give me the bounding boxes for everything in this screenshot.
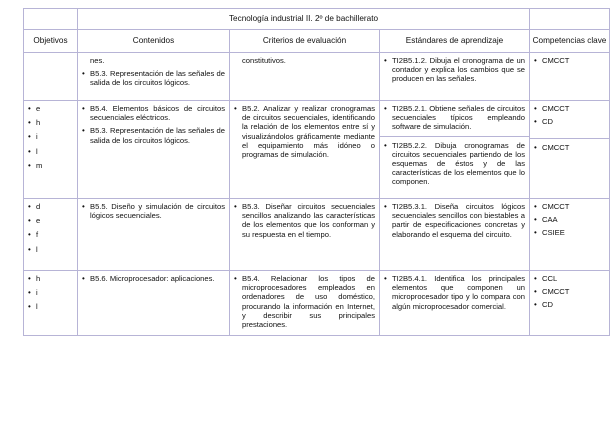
list-item xyxy=(534,215,605,224)
item-text: CMCCT xyxy=(542,56,570,65)
item-text: CCL xyxy=(542,274,558,283)
competencias-cell xyxy=(530,53,610,101)
criterios-cell xyxy=(230,271,380,336)
table-row xyxy=(24,271,610,336)
objetivos-cell xyxy=(24,199,78,271)
item-text: TI2B5.1.2. Dibuja el cronograma de un contador y explica los cambios que se producen en las señales. xyxy=(392,56,525,84)
table-row xyxy=(24,199,610,271)
list-item xyxy=(28,202,75,211)
item-text: CD xyxy=(542,117,553,127)
divider xyxy=(380,136,529,137)
item-text: CD xyxy=(542,300,553,310)
column-header: Objetivos xyxy=(24,30,78,53)
bullet-icon: • xyxy=(28,216,31,226)
contenidos-cell xyxy=(78,53,230,101)
list-item xyxy=(28,245,75,254)
competencias-cell xyxy=(530,101,610,199)
bullet-icon: • xyxy=(82,274,85,283)
bullet-icon: • xyxy=(82,69,85,79)
curriculum-table xyxy=(23,8,610,336)
table-row xyxy=(24,101,610,199)
list-item xyxy=(234,202,375,239)
table-body xyxy=(24,53,610,336)
bullet-icon: • xyxy=(534,117,537,127)
list-item xyxy=(384,274,525,311)
objetivos-cell xyxy=(24,53,78,101)
bullet-icon: • xyxy=(28,160,31,170)
bullet-icon: • xyxy=(28,146,31,156)
bullet-icon: • xyxy=(384,140,387,150)
list-item xyxy=(384,56,525,84)
column-header: Competencias clave xyxy=(530,30,610,53)
item-text: CMCCT xyxy=(542,287,570,297)
bullet-icon: • xyxy=(234,104,237,113)
item-text: B5.3. Representación de las señales de salida de los circuitos lógicos. xyxy=(90,69,225,88)
item-text: CAA xyxy=(542,215,558,225)
bullet-icon: • xyxy=(534,215,537,225)
item-text: B5.2. Analizar y realizar cronogramas de circuitos secuenciales, identificando la relación de los elementos entre sí y visualizándolos gráficamente mediante el equipamiento más idóneo o programas de simulación. xyxy=(242,104,375,160)
criterios-cell xyxy=(230,199,380,271)
item-text: l xyxy=(36,244,38,254)
bullet-icon: • xyxy=(534,56,537,65)
list-item xyxy=(28,230,75,239)
bullet-icon: • xyxy=(28,274,31,283)
bullet-icon: • xyxy=(82,202,85,211)
list-item xyxy=(28,147,75,156)
competencias-cell xyxy=(530,271,610,336)
item-text: e xyxy=(36,104,41,113)
item-text: B5.6. Microprocesador: aplicaciones. xyxy=(90,274,215,283)
criterios-cell xyxy=(230,101,380,199)
competencias-cell xyxy=(530,199,610,271)
bullet-spacer xyxy=(234,56,242,65)
list-item xyxy=(28,104,75,113)
contenidos-cell xyxy=(78,271,230,336)
list-item xyxy=(534,287,605,296)
bullet-icon: • xyxy=(28,202,31,211)
item-text: TI2B5.4.1. Identifica los principales elementos que componen un microprocesador tipo y lo compara con algún microprocesador comercial. xyxy=(392,274,525,311)
list-item xyxy=(234,104,375,159)
contenidos-cell xyxy=(78,101,230,199)
list-item xyxy=(234,56,375,65)
header-blank-cell xyxy=(530,9,610,30)
bullet-icon: • xyxy=(534,274,537,283)
list-item xyxy=(534,228,605,237)
item-text: constitutivos. xyxy=(242,56,286,65)
list-item xyxy=(534,300,605,309)
list-item xyxy=(82,56,225,65)
estandares-cell xyxy=(380,101,530,199)
item-text: B5.4. Relacionar los tipos de microprocesadores empleados en ordenadores de uso doméstico, procurando la información en Internet, y describir sus principales prestaciones. xyxy=(242,274,375,330)
table-title-row xyxy=(24,9,610,30)
list-item xyxy=(534,143,605,152)
list-item xyxy=(534,202,605,211)
bullet-icon: • xyxy=(534,202,537,211)
bullet-icon: • xyxy=(28,230,31,240)
item-text: TI2B5.2.2. Dibuja cronogramas de circuitos secuenciales partiendo de los esquemas de éstos y de las características de los elementos que lo componen. xyxy=(392,140,525,187)
bullet-icon: • xyxy=(534,287,537,297)
item-text: CMCCT xyxy=(542,104,570,113)
item-text: i xyxy=(36,132,38,142)
item-text: B5.3. Diseñar circuitos secuenciales sencillos analizando las características de los elementos que los conforman y su respuesta en el tiempo. xyxy=(242,202,375,239)
bullet-icon: • xyxy=(82,104,85,113)
list-item xyxy=(534,56,605,65)
table-title: Tecnología industrial II. 2º de bachillerato xyxy=(78,9,530,30)
bullet-icon: • xyxy=(234,274,237,283)
bullet-icon: • xyxy=(384,104,387,113)
item-text: e xyxy=(36,216,41,226)
list-item xyxy=(28,161,75,170)
column-header: Estándares de aprendizaje xyxy=(380,30,530,53)
bullet-icon: • xyxy=(234,202,237,211)
list-item xyxy=(384,202,525,239)
item-text: CMCCT xyxy=(542,143,570,153)
bullet-icon: • xyxy=(28,132,31,142)
list-item xyxy=(82,69,225,87)
item-text: B5.5. Diseño y simulación de circuitos lógicos secuenciales. xyxy=(90,202,225,221)
list-item xyxy=(28,302,75,311)
list-item xyxy=(534,117,605,126)
estandares-cell xyxy=(380,53,530,101)
list-item xyxy=(384,141,525,187)
bullet-icon: • xyxy=(384,56,387,65)
bullet-icon: • xyxy=(28,302,31,312)
contenidos-cell xyxy=(78,199,230,271)
item-text: TI2B5.3.1. Diseña circuitos lógicos secuenciales sencillos con biestables a partir de especificaciones concretas y elaborando el esquema del circuito. xyxy=(392,202,525,239)
item-text: B5.3. Representación de las señales de salida de los circuitos lógicos. xyxy=(90,126,225,145)
item-text: CMCCT xyxy=(542,202,570,211)
divider xyxy=(530,138,609,139)
bullet-icon: • xyxy=(534,143,537,153)
item-text: l xyxy=(36,146,38,156)
bullet-icon: • xyxy=(534,104,537,113)
item-text: l xyxy=(36,302,38,312)
item-text: h xyxy=(36,274,41,283)
column-header: Contenidos xyxy=(78,30,230,53)
bullet-icon: • xyxy=(28,288,31,298)
list-item xyxy=(534,104,605,113)
list-item xyxy=(28,132,75,141)
list-item xyxy=(82,104,225,122)
estandares-cell xyxy=(380,271,530,336)
list-item xyxy=(234,274,375,329)
objetivos-cell xyxy=(24,271,78,336)
bullet-spacer xyxy=(82,56,90,65)
item-text: i xyxy=(36,288,38,298)
item-text: f xyxy=(36,230,39,240)
column-header-row xyxy=(24,30,610,53)
objetivos-cell xyxy=(24,101,78,199)
criterios-cell xyxy=(230,53,380,101)
item-text: TI2B5.2.1. Obtiene señales de circuitos secuenciales típicos empleando software de simulación. xyxy=(392,104,525,132)
bullet-icon: • xyxy=(28,118,31,128)
bullet-icon: • xyxy=(534,228,537,238)
table-row xyxy=(24,53,610,101)
list-item xyxy=(28,216,75,225)
list-item xyxy=(82,126,225,144)
column-header: Criterios de evaluación xyxy=(230,30,380,53)
header-blank-cell xyxy=(24,9,78,30)
item-text: d xyxy=(36,202,41,211)
bullet-icon: • xyxy=(534,300,537,310)
estandares-cell xyxy=(380,199,530,271)
list-item xyxy=(28,288,75,297)
list-item xyxy=(28,274,75,283)
item-text: nes. xyxy=(90,56,105,65)
list-item xyxy=(28,118,75,127)
item-text: B5.4. Elementos básicos de circuitos secuenciales eléctricos. xyxy=(90,104,225,123)
item-text: m xyxy=(36,160,43,170)
bullet-icon: • xyxy=(28,244,31,254)
item-text: h xyxy=(36,118,41,128)
list-item xyxy=(82,274,225,283)
bullet-icon: • xyxy=(384,274,387,283)
bullet-icon: • xyxy=(384,202,387,211)
bullet-icon: • xyxy=(28,104,31,113)
list-item xyxy=(82,202,225,220)
list-item xyxy=(534,274,605,283)
bullet-icon: • xyxy=(82,126,85,136)
list-item xyxy=(384,104,525,132)
item-text: CSIEE xyxy=(542,228,565,238)
